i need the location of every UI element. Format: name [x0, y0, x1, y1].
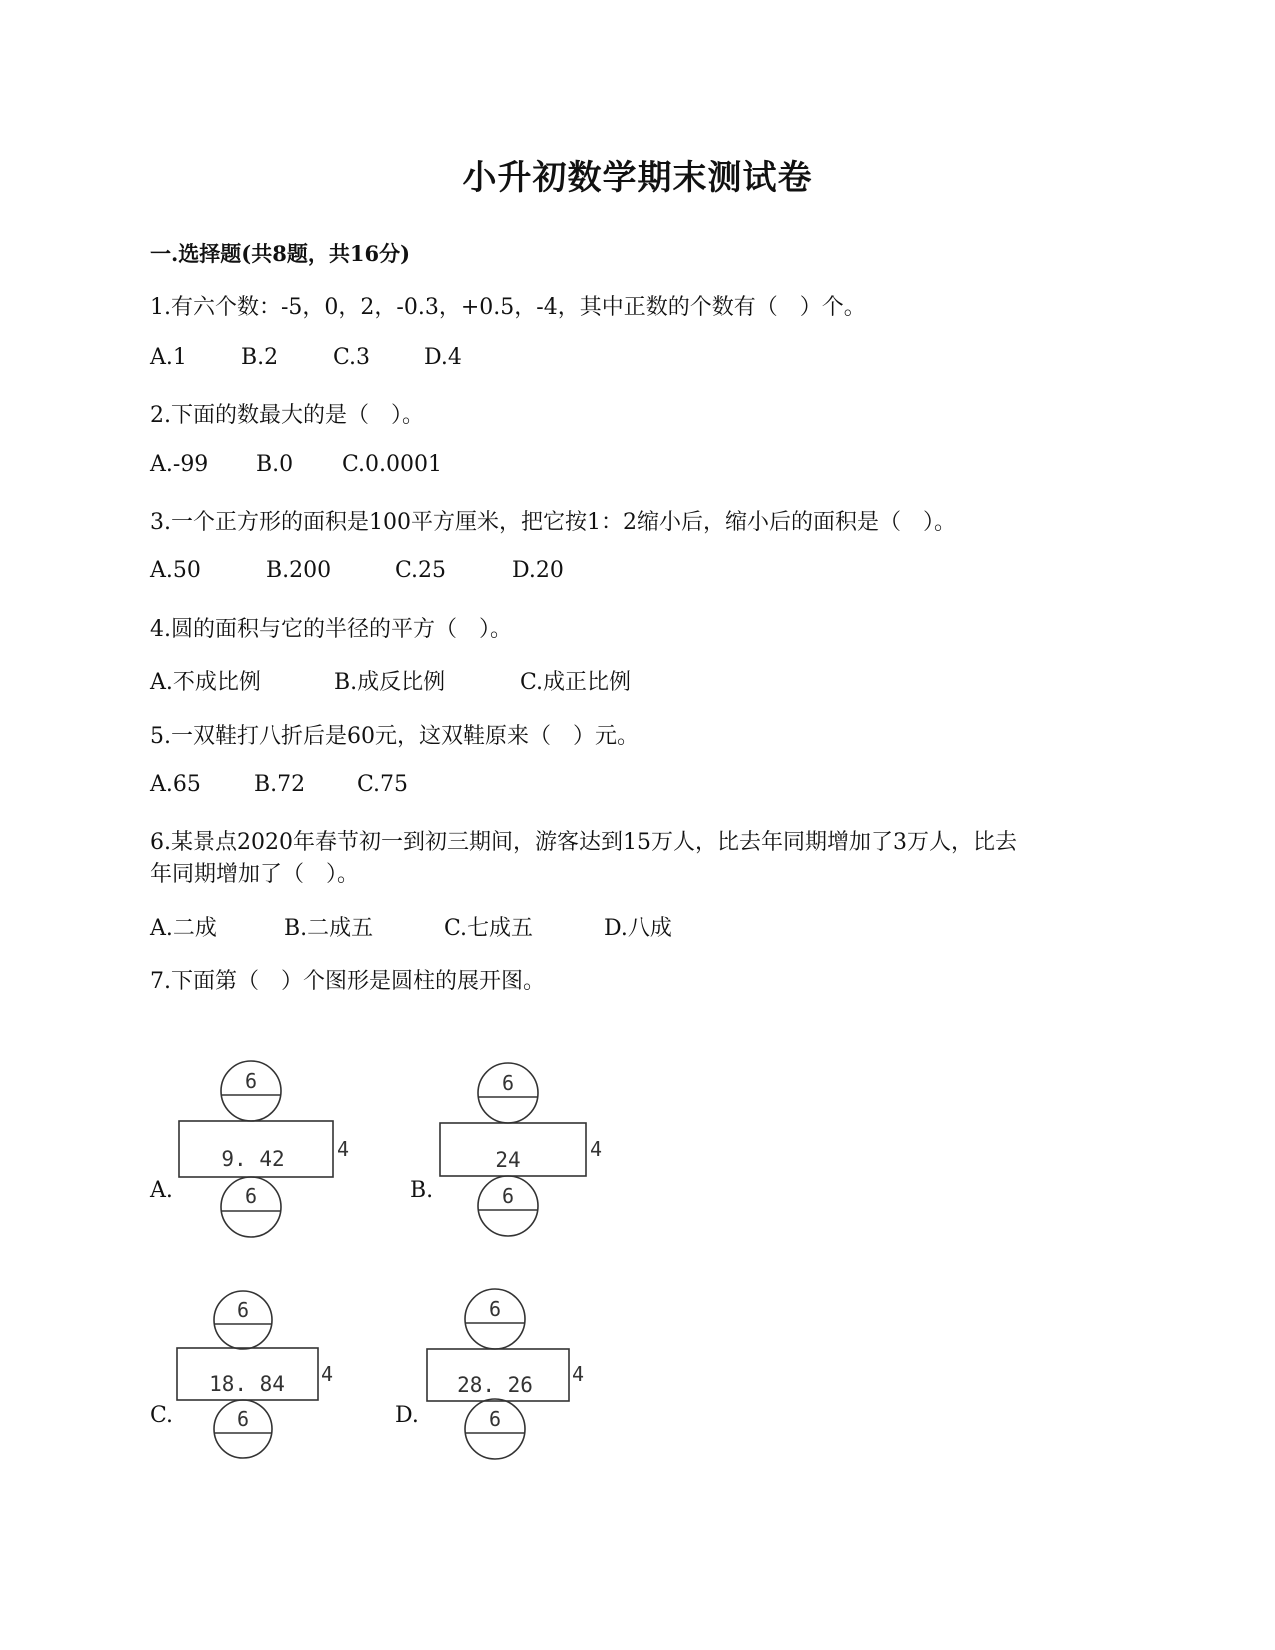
- figure-b-rect-length: 24: [495, 1148, 521, 1172]
- q5-option-a[interactable]: A.65: [150, 772, 201, 797]
- question-6-line-2: 年同期增加了（ ）。: [150, 862, 360, 887]
- figure-a-top-diameter: 6: [244, 1069, 258, 1093]
- q1-option-b[interactable]: B.2: [241, 345, 279, 370]
- figure-c-top-diameter: 6: [236, 1298, 250, 1322]
- figure-a-rect-length: 9. 42: [221, 1147, 285, 1171]
- figure-d-top-diameter: 6: [488, 1297, 502, 1321]
- section-heading: 一.选择题(共8题，共16分): [150, 241, 411, 266]
- figure-b: [436, 1062, 616, 1266]
- question-5: 5.一双鞋打八折后是60元，这双鞋原来（ ）元。: [150, 724, 639, 749]
- q3-option-b[interactable]: B.200: [266, 558, 332, 583]
- figure-a-rect-height: 4: [336, 1137, 350, 1161]
- figure-d-rect-length: 28. 26: [457, 1373, 533, 1397]
- figure-b-bottom-diameter: 6: [501, 1184, 515, 1208]
- figure-c-bottom-diameter: 6: [236, 1407, 250, 1431]
- q5-option-b[interactable]: B.72: [254, 772, 306, 797]
- figure-d: [423, 1288, 603, 1492]
- q2-option-a[interactable]: A.-99: [150, 452, 209, 477]
- figure-b-diagram: [436, 1062, 616, 1262]
- figure-c-label[interactable]: C.: [150, 1403, 174, 1428]
- figure-b-rect-height: 4: [589, 1137, 603, 1161]
- q6-option-c[interactable]: C.七成五: [444, 916, 534, 941]
- q3-option-c[interactable]: C.25: [395, 558, 447, 583]
- figure-c-rect-height: 4: [320, 1362, 334, 1386]
- q1-option-c[interactable]: C.3: [333, 345, 371, 370]
- question-2: 2.下面的数最大的是（ ）。: [150, 403, 424, 428]
- q2-option-c[interactable]: C.0.0001: [342, 452, 443, 477]
- figure-a-diagram: [175, 1058, 355, 1258]
- page-title: 小升初数学期末测试卷: [462, 158, 813, 198]
- figure-d-rect-height: 4: [571, 1362, 585, 1386]
- figure-d-diagram: [423, 1288, 603, 1488]
- figure-d-bottom-diameter: 6: [488, 1407, 502, 1431]
- q3-option-a[interactable]: A.50: [150, 558, 201, 583]
- question-7: 7.下面第（ ）个图形是圆柱的展开图。: [150, 969, 545, 994]
- figure-c: [173, 1290, 353, 1494]
- q1-option-a[interactable]: A.1: [150, 345, 187, 370]
- figure-c-diagram: [173, 1290, 353, 1490]
- q4-option-c[interactable]: C.成正比例: [520, 670, 632, 695]
- q6-option-b[interactable]: B.二成五: [284, 916, 374, 941]
- figure-a-label[interactable]: A.: [150, 1178, 173, 1203]
- question-1: 1.有六个数：-5，0，2，-0.3，+0.5，-4，其中正数的个数有（ ）个。: [150, 295, 866, 320]
- q5-option-c[interactable]: C.75: [357, 772, 409, 797]
- q6-option-a[interactable]: A.二成: [150, 916, 217, 941]
- question-4: 4.圆的面积与它的半径的平方（ ）。: [150, 617, 512, 642]
- q4-option-b[interactable]: B.成反比例: [334, 670, 446, 695]
- q4-option-a[interactable]: A.不成比例: [150, 670, 261, 695]
- figure-c-rect-length: 18. 84: [209, 1372, 285, 1396]
- question-3: 3.一个正方形的面积是100平方厘米，把它按1：2缩小后，缩小后的面积是（ ）。: [150, 510, 956, 535]
- figure-b-top-diameter: 6: [501, 1071, 515, 1095]
- figure-a: [175, 1058, 355, 1262]
- figure-b-label[interactable]: B.: [410, 1178, 434, 1203]
- q6-option-d[interactable]: D.八成: [604, 916, 672, 941]
- q2-option-b[interactable]: B.0: [256, 452, 294, 477]
- figure-a-bottom-diameter: 6: [244, 1184, 258, 1208]
- q1-option-d[interactable]: D.4: [424, 345, 462, 370]
- question-6-line-1: 6.某景点2020年春节初一到初三期间，游客达到15万人，比去年同期增加了3万人，比去: [150, 830, 1017, 855]
- q3-option-d[interactable]: D.20: [512, 558, 564, 583]
- figure-d-label[interactable]: D.: [395, 1403, 419, 1428]
